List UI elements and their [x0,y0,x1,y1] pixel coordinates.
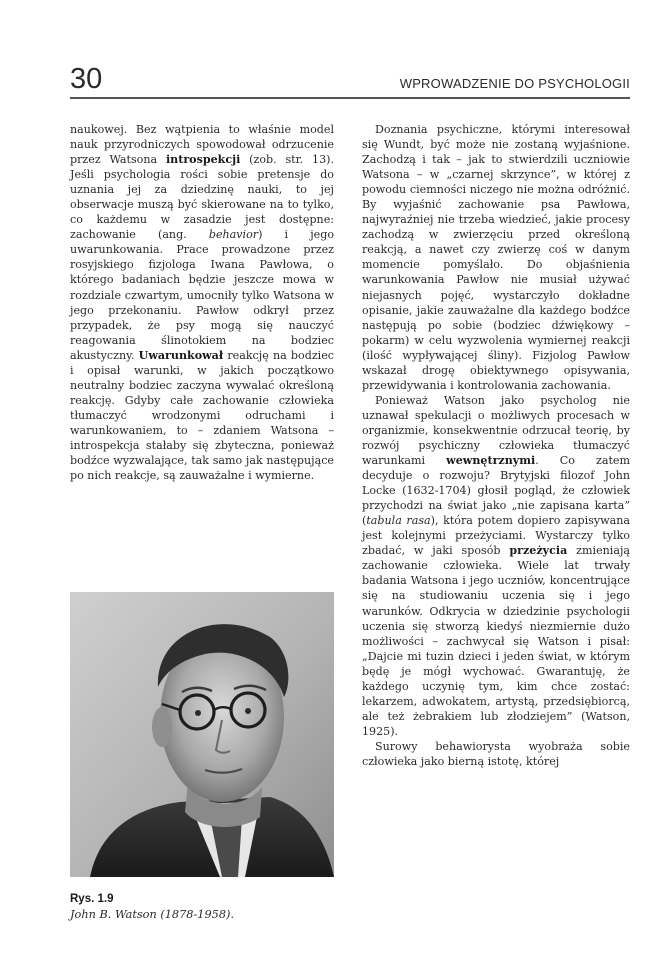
term-behavior: behavior [208,228,259,242]
text-run: (zob. str. 13). Jeśli psychologia rości sobie pretensje do uznania jej za dziedzinę nauki, to jej obserwacje muszą być skierowane na to tylko, co każdemu w zasadzie jest dostępne: zachowanie (ang. [70,153,334,242]
left-paragraph-1 [70,122,334,483]
text-run: Surowy behawiorysta wyobraża sobie człowieka jako bierną istotę, której [362,739,630,768]
page-number: 30 [70,63,103,95]
term-uwarunkowal: Uwarunkował [138,348,224,362]
figure-label: Rys. 1.9 [70,893,114,905]
header-rule [70,97,630,99]
running-head: WPROWADZENIE DO PSYCHOLOGII [399,76,630,91]
text-run: ) i jego uwarunkowania. Prace prowadzone przez rosyjskiego fizjologa Iwana Pawłowa, o którego badaniach będzie jeszcze mowa w rozdziale czwartym, umocniły tylko Watsona w jego przekonaniu. Pawłow odkrył przez przypadek, że psy mogą się nauczyć reagowania ślinotokiem na bodziec akustyczny. [70,228,334,362]
term-introspekcji: introspekcji [165,153,241,167]
term-tabula-rasa: tabula rasa [366,514,431,528]
term-wewnetrznymi: wewnętrznymi [446,454,536,468]
figure-caption: John B. Watson (1878-1958). [70,908,235,921]
right-paragraph-2 [362,393,630,739]
text-run: Ponieważ Watson jako psycholog nie uznawał spekulacji o możliwych procesach w organizmie, konsekwentnie odrzucał teorię, by rozwój psychiczny człowieka tłumaczyć warunkami [362,393,630,468]
text-run: ), która potem dopiero zapisywana jest kolejnymi przeżyciami. Wystarczy tylko zbadać, w jaki sposób [362,514,630,558]
text-run: reakcję na bodziec i opisał warunki, w jakich początkowo neutralny bodziec zaczyna wywalać określoną reakcję. Gdyby całe zachowanie człowieka tłumaczyć wrodzonymi odruchami i warunkowaniem, to – zdaniem Watsona – introspekcja stałaby się zbyteczna, ponieważ bodźce wyzwalające, tak samo jak następujące po nich reakcje, są zauważalne i wymierne. [70,348,334,483]
page-header [70,64,630,94]
text-run: Doznania psychiczne, którymi interesował się Wundt, być może nie zostaną wyjaśnione. Zachodzą i tak – jak to stwierdzili uczniowie Watsona – w „czarnej skrzynce”, w której z powodu ciemności niczego nie można odróżnić. By wyjaśnić zachowanie psa Pawłowa, najwyraźniej nie trzeba wiedzieć, jakie procesy zachodzą w zwierzęciu przed określoną reakcją, a nawet czy zwierzę coś w danym momencie pomyślało. Do objaśnienia warunkowania Pawłow nie musiał używać niejasnych pojęć, wystarczyło dokładne opisanie, jakie zauważalne dla każdego bodźce następują po sobie (bodziec dźwiękowy – pokarm) w celu wyzwolenia wymiernej reakcji (ilość wypływającej śliny). Fizjolog Pawłow wskazał drogę obiektywnego opisywania, przewidywania i kontrolowania zachowania. [362,123,630,392]
term-przezycia: przeżycia [509,544,568,558]
right-column [362,122,630,769]
left-column [70,122,334,483]
text-run: zmieniają zachowanie człowieka. Wiele lat trwały badania Watsona i jego uczniów, koncentrujące się na studiowaniu uczenia się i jego warunków. Odkrycia w dziedzinie psychologii uczenia się stworzą kiedyś niezmiernie dużo możliwości – zachwycał się Watson i pisał: „Dajcie mi tuzin dzieci i jeden świat, w którym będę je mógł wychować. Gwarantuję, że każdego uczynię tym, kim chce zostać: lekarzem, adwokatem, artystą, przedsiębiorcą, ale też żebrakiem lub złodziejem” (Watson, 1925). [362,544,631,738]
watson-portrait-photo [70,592,334,877]
text-run: . Co zatem decyduje o rozwoju? Brytyjski filozof John Locke (1632-1704) głosił pogląd, że człowiek przychodzi na świat jako „nie zapisana karta” ( [362,454,630,528]
right-paragraph-1 [362,122,630,393]
text-run: naukowej. Bez wątpienia to właśnie model nauk przyrodniczych spowodował odrzucenie przez Watsona [70,123,334,167]
right-paragraph-3 [362,739,630,769]
